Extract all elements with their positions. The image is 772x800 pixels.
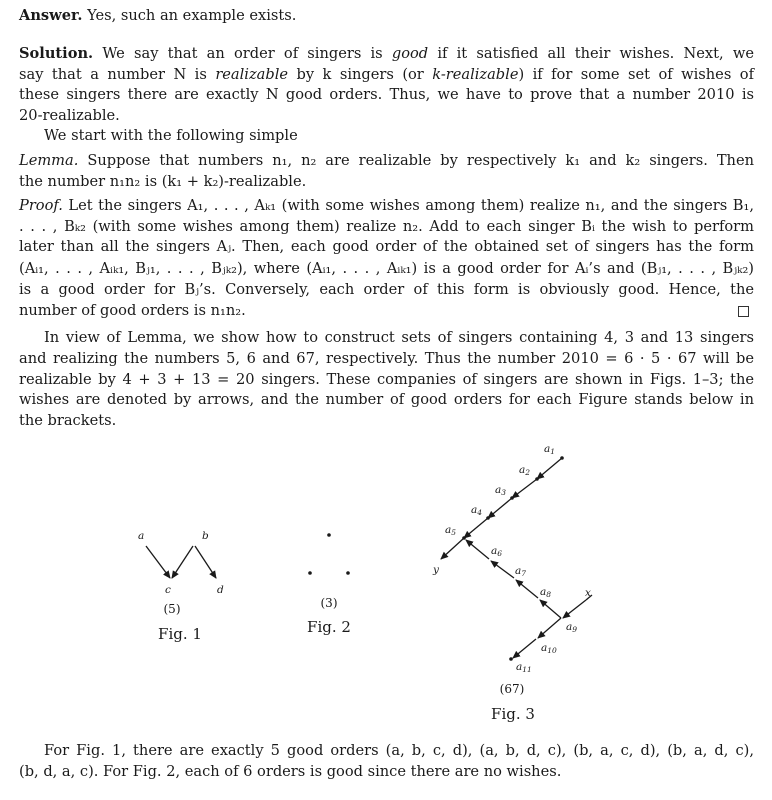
figure-1: [138, 530, 224, 643]
fig1-arrow-a-c: [146, 546, 170, 578]
term-k-realizable: k-realizable: [432, 65, 519, 83]
fig3-edge-a10-a11: [513, 639, 536, 658]
fig2-node-right: [346, 571, 350, 575]
proof-line-4: (Aᵢ₁, . . . , Aᵢₖ₁, Bⱼ₁, . . . , Bⱼₖ₂), where (Aᵢ₁, . . . , Aᵢₖ₁) is a good order for Aᵢ’s and (Bⱼ₁, . . . , Bⱼₖ₂): [19, 260, 754, 277]
fig3-caption: Fig. 3: [491, 705, 535, 723]
solution-text: ) if for some set of wishes of: [518, 65, 754, 83]
fig1-count: (5): [163, 602, 181, 616]
proof-line-2: . . . , Bₖ₂ (with some wishes among them) realize n₂. Add to each singer Bᵢ the wish to perform: [19, 217, 754, 235]
qed-square: [738, 306, 749, 317]
answer-text: Yes, such an example exists.: [82, 7, 297, 24]
fig3-label-a5: a5: [445, 524, 457, 537]
fig1-label-a: a: [138, 530, 145, 542]
fig1-label-b: b: [202, 530, 209, 542]
fig3-node-a11: [509, 657, 513, 661]
proof-text: Let the singers A₁, . . . , Aₖ₁ (with some wishes among them) realize n₁, and the singers B₁,: [62, 197, 754, 214]
fig3-label-a6: a6: [491, 545, 503, 558]
fig3-edge-a9-a8: [540, 600, 561, 618]
proof-line-1: [19, 196, 754, 217]
fig3-label-a11: a11: [516, 661, 532, 674]
figure-2: [307, 533, 351, 636]
solution-line-5: We start with the following simple: [44, 127, 298, 144]
fig1-arrow-b-d: [195, 546, 216, 578]
lemma-line-2: the number n₁n₂ is (k₁ + k₂)-realizable.: [19, 172, 307, 190]
fig3-edge-a9-a10: [538, 618, 561, 638]
fig3-edge-a1-a2: [537, 458, 562, 479]
fig3-edge-x-a8: [563, 600, 586, 618]
figure-3: [432, 443, 592, 723]
fig3-label-y: y: [433, 564, 439, 576]
fig2-node-left: [308, 571, 312, 575]
fig2-count: (3): [320, 596, 338, 610]
proof-line-3: later than all the singers Aⱼ. Then, each good order of the obtained set of singers has the form: [19, 238, 754, 255]
figures: [0, 432, 772, 742]
fig3-edge-a3-a4: [488, 498, 512, 518]
fig1-label-c: c: [165, 584, 171, 596]
fig3-label-a2: a2: [519, 464, 531, 477]
proof-label: Proof.: [19, 197, 63, 214]
fig2-caption: Fig. 2: [307, 618, 351, 636]
fig1-label-d: d: [217, 584, 224, 596]
closing-line-2: (b, d, a, c). For Fig. 2, each of 6 orders is good since there are no wishes.: [19, 763, 562, 780]
solution-line-2: [19, 65, 754, 86]
fig3-label-a3: a3: [495, 484, 507, 497]
solution-line-4: 20-realizable.: [19, 106, 120, 124]
fig3-label-a4: a4: [471, 504, 483, 517]
fig3-count: (67): [499, 682, 525, 696]
fig3-node-a2: [535, 477, 539, 481]
fig3-label-a1: a1: [544, 443, 556, 456]
fig3-label-a8: a8: [540, 586, 552, 599]
solution-line-3: these singers there are exactly N good orders. Thus, we have to prove that a number 2010 is: [19, 86, 754, 103]
fig3-label-a10: a10: [541, 642, 557, 655]
fig3-edge-a8-a7: [516, 580, 538, 598]
fig3-edge-a7-a6: [491, 561, 514, 578]
answer-line: [19, 6, 296, 27]
term-good: good: [391, 45, 429, 62]
proof-line-5: is a good order for Bⱼ’s. Conversely, each order of this form is obviously good. Hence, the: [19, 281, 754, 298]
lemma-text: Suppose that numbers n₁, n₂ are realizable by respectively k₁ and k₂ singers. Then: [78, 152, 754, 169]
fig3-edge-a5-y: [441, 538, 464, 559]
term-realizable: realizable: [215, 65, 288, 83]
fig3-node-a5: [462, 536, 466, 540]
para-line-3: realizable by 4 + 3 + 13 = 20 singers. These companies of singers are shown in Figs. 1–3; the: [19, 370, 754, 388]
solution-text: say that a number N is: [19, 65, 216, 83]
fig3-label-a7: a7: [515, 565, 527, 578]
lemma-line-1: [19, 151, 754, 172]
para-line-5: the brackets.: [19, 411, 117, 429]
solution-label: Solution.: [19, 45, 94, 62]
closing-line-1: For Fig. 1, there are exactly 5 good orders (a, b, c, d), (a, b, d, c), (b, a, c, d), (b, a, d, c),: [44, 742, 754, 759]
para-line-2: and realizing the numbers 5, 6 and 67, respectively. Thus the number 2010 = 6 · 5 · 67 will be: [19, 350, 754, 367]
solution-text: We say that an order of singers is: [93, 45, 392, 62]
fig3-edge-a6-a5: [466, 540, 489, 559]
fig3-label-a9: a9: [566, 621, 578, 634]
fig3-node-a3: [510, 496, 514, 500]
lemma-label: Lemma.: [19, 152, 79, 169]
fig3-node-a4: [486, 516, 490, 520]
solution-line-1: [19, 44, 754, 65]
solution-text: if it satisfied all their wishes. Next, we: [428, 45, 755, 62]
answer-label: Answer.: [19, 7, 83, 24]
para-line-4: wishes are denoted by arrows, and the number of good orders for each Figure stands below in: [19, 391, 754, 408]
fig2-node-top: [327, 533, 331, 537]
para-line-1: In view of Lemma, we show how to construct sets of singers containing 4, 3 and 13 singers: [44, 329, 754, 346]
solution-text: by k singers (or: [288, 65, 433, 83]
fig1-arrow-b-c: [172, 546, 193, 578]
proof-line-6: number of good orders is n₁n₂.: [19, 301, 246, 319]
fig1-caption: Fig. 1: [158, 625, 202, 643]
fig3-label-x: x: [585, 587, 591, 599]
fig3-node-a1: [560, 456, 564, 460]
fig3-edge-a2-a3: [512, 479, 537, 498]
fig3-edge-a4-a5: [464, 518, 488, 538]
